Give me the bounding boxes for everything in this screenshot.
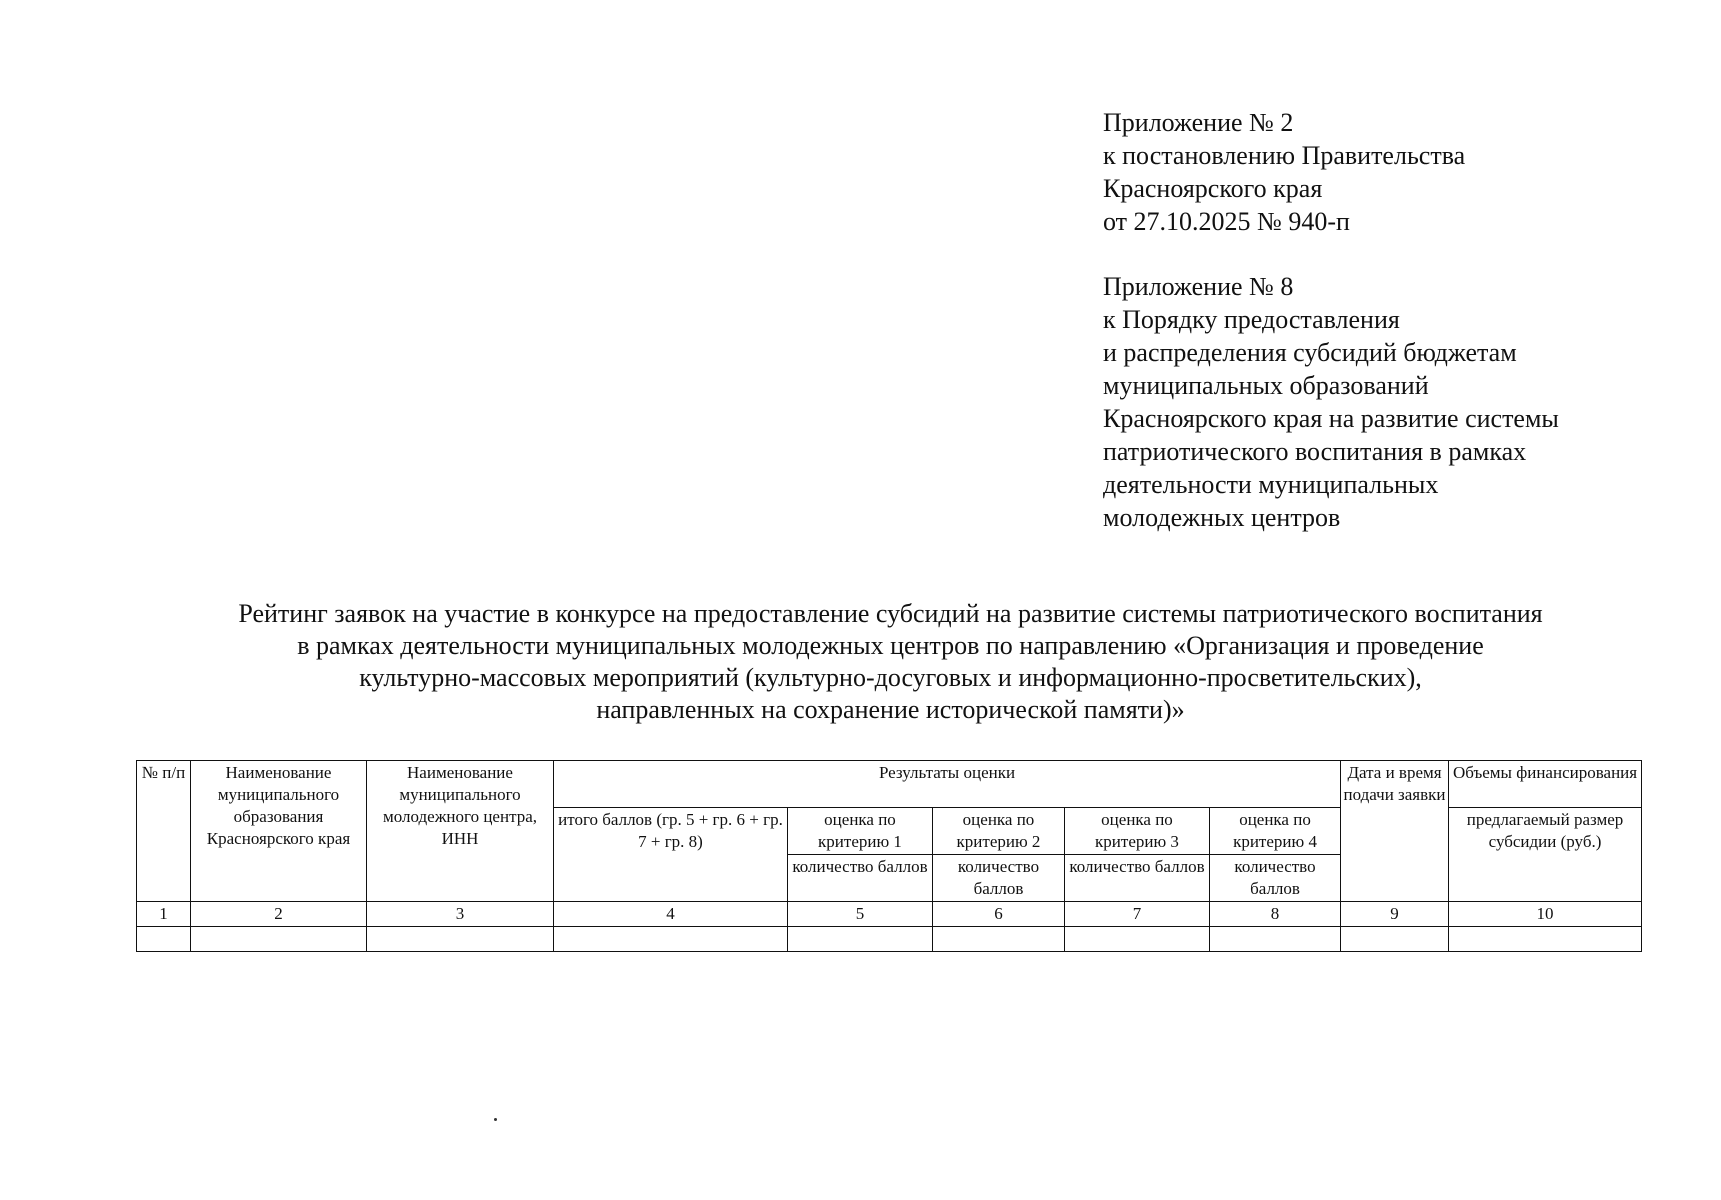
appendix-8-line: деятельности муниципальных bbox=[1103, 470, 1439, 499]
table-cell bbox=[1065, 927, 1210, 952]
scan-dot bbox=[494, 1118, 497, 1121]
appendix-8-line: к Порядку предоставления bbox=[1103, 305, 1400, 334]
table-cell bbox=[191, 927, 367, 952]
column-number-row bbox=[137, 902, 1642, 927]
table-cell bbox=[933, 927, 1065, 952]
table-cell bbox=[1341, 927, 1449, 952]
column-number: 8 bbox=[1210, 902, 1341, 927]
header-points: количество баллов bbox=[1210, 855, 1341, 902]
header-municipality: Наименование муниципального образования Красноярского края bbox=[191, 761, 367, 902]
column-number: 9 bbox=[1341, 902, 1449, 927]
title-line: в рамках деятельности муниципальных молодежных центров по направлению «Организация и проведение bbox=[297, 631, 1484, 660]
header-criterion-3: оценка по критерию 3 bbox=[1065, 808, 1210, 855]
title-line: направленных на сохранение исторической памяти)» bbox=[596, 695, 1185, 724]
header-date: Дата и время подачи заявки bbox=[1341, 761, 1449, 902]
table-row bbox=[137, 927, 1642, 952]
appendix-2-line: от 27.10.2025 № 940-п bbox=[1103, 207, 1350, 236]
column-number: 6 bbox=[933, 902, 1065, 927]
header-points: количество баллов bbox=[1065, 855, 1210, 902]
appendix-8-line: патриотического воспитания в рамках bbox=[1103, 437, 1527, 466]
table-cell bbox=[137, 927, 191, 952]
table-cell bbox=[1449, 927, 1642, 952]
header-criterion-1: оценка по критерию 1 bbox=[788, 808, 933, 855]
header-results: Результаты оценки bbox=[554, 761, 1341, 808]
appendix-2-line: Приложение № 2 bbox=[1103, 108, 1294, 137]
column-number: 7 bbox=[1065, 902, 1210, 927]
header-criterion-4: оценка по критерию 4 bbox=[1210, 808, 1341, 855]
column-number: 2 bbox=[191, 902, 367, 927]
appendix-block bbox=[1103, 106, 1559, 534]
document-title bbox=[60, 598, 1721, 726]
appendix-8-line: и распределения субсидий бюджетам bbox=[1103, 338, 1517, 367]
header-funding: Объемы финансирования bbox=[1449, 761, 1642, 808]
appendix-2-line: Красноярского края bbox=[1103, 174, 1323, 203]
header-points: количество баллов bbox=[933, 855, 1065, 902]
appendix-8-line: молодежных центров bbox=[1103, 503, 1341, 532]
table-cell bbox=[788, 927, 933, 952]
column-number: 5 bbox=[788, 902, 933, 927]
rating-table bbox=[136, 760, 1642, 952]
title-line: Рейтинг заявок на участие в конкурсе на предоставление субсидий на развитие системы патриотического воспитания bbox=[238, 599, 1543, 628]
table-cell bbox=[554, 927, 788, 952]
column-number: 4 bbox=[554, 902, 788, 927]
appendix-8-line: Приложение № 8 bbox=[1103, 272, 1294, 301]
header-subsidy: предлагаемый размер субсидии (руб.) bbox=[1449, 808, 1642, 902]
appendix-8-line: Красноярского края на развитие системы bbox=[1103, 404, 1559, 433]
table-cell bbox=[1210, 927, 1341, 952]
column-number: 1 bbox=[137, 902, 191, 927]
header-center: Наименование муниципального молодежного центра, ИНН bbox=[367, 761, 554, 902]
column-number: 10 bbox=[1449, 902, 1642, 927]
header-criterion-2: оценка по критерию 2 bbox=[933, 808, 1065, 855]
header-total: итого баллов (гр. 5 + гр. 6 + гр. 7 + гр. 8) bbox=[554, 808, 788, 902]
table-cell bbox=[367, 927, 554, 952]
appendix-8-line: муниципальных образований bbox=[1103, 371, 1429, 400]
column-number: 3 bbox=[367, 902, 554, 927]
title-line: культурно-массовых мероприятий (культурно-досуговых и информационно-просветительских), bbox=[359, 663, 1422, 692]
appendix-spacer bbox=[1103, 238, 1559, 270]
appendix-2-line: к постановлению Правительства bbox=[1103, 141, 1466, 170]
header-points: количество баллов bbox=[788, 855, 933, 902]
header-num: № п/п bbox=[137, 761, 191, 902]
